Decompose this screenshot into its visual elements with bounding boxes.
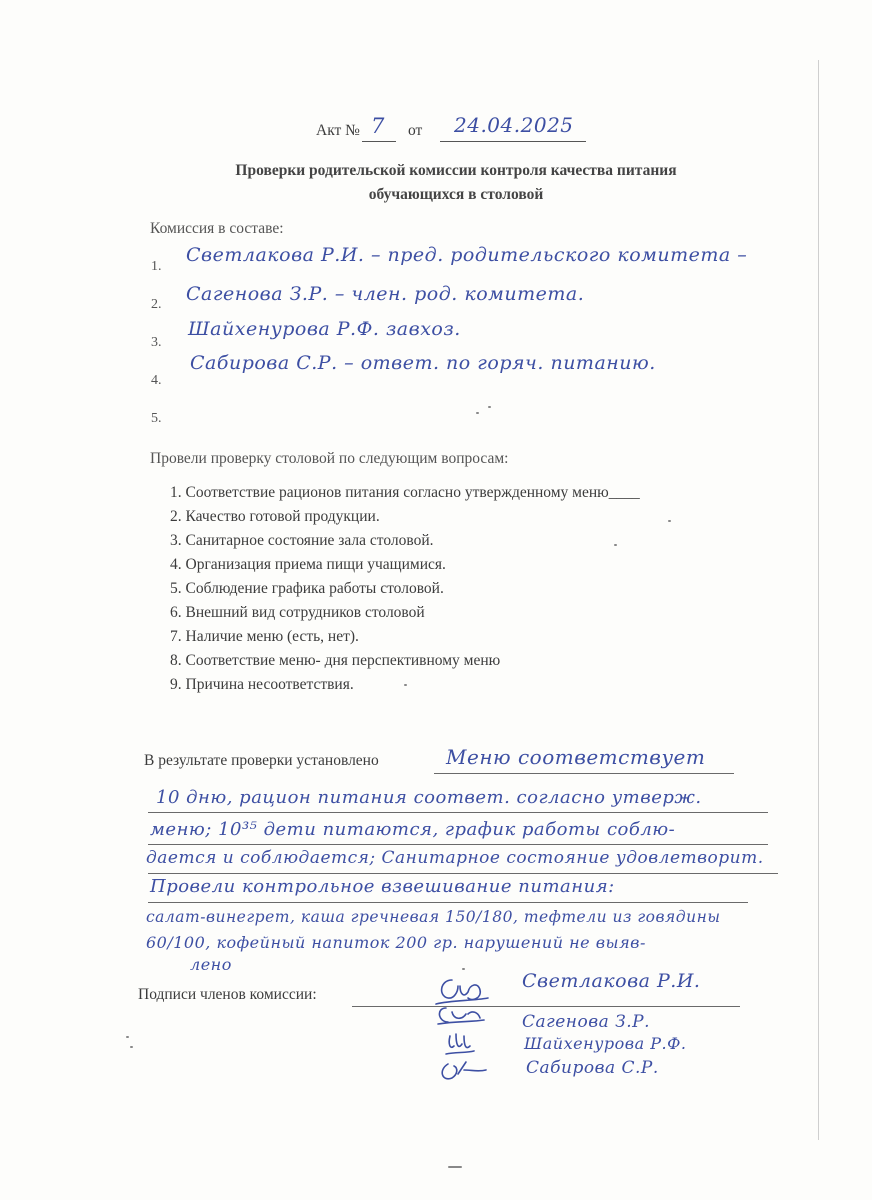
act-date-underline [440, 141, 586, 142]
scan-speck [130, 1046, 133, 1048]
act-number: 7 [371, 114, 385, 138]
member-entry: Сагенова З.Р. – член. род. комитета. [186, 283, 585, 305]
signatures-underline [352, 1006, 740, 1007]
result-line: Меню соответствует [446, 745, 706, 769]
act-date: 24.04.2025 [454, 113, 574, 137]
commission-label: Комиссия в составе: [150, 220, 284, 237]
signature-name: Шайхенурова Р.Ф. [524, 1034, 687, 1053]
scan-speck [668, 520, 671, 522]
member-entry: Сабирова С.Р. – ответ. по горяч. питанию. [190, 352, 656, 374]
check-item: 8. Соответствие меню- дня перспективному меню [170, 652, 501, 669]
result-underline [148, 844, 768, 845]
signature-name: Сабирова С.Р. [526, 1058, 659, 1078]
document-heading-line-1: Проверки родительской комиссии контроля качества питания [235, 162, 677, 179]
scan-speck [126, 1036, 129, 1038]
check-item: 9. Причина несоответствия. [170, 676, 354, 693]
result-underline [148, 873, 778, 874]
check-item: 7. Наличие меню (есть, нет). [170, 628, 359, 645]
signature-name: Сагенова З.Р. [522, 1012, 650, 1032]
check-label: Провели проверку столовой по следующим вопросам: [150, 450, 509, 467]
result-line: Провели контрольное взвешивание питания: [150, 876, 615, 897]
scan-speck [488, 406, 491, 408]
document-heading-line-2: обучающихся в столовой [368, 186, 544, 203]
signature-name: Светлакова Р.И. [522, 970, 701, 992]
result-line: дается и соблюдается; Санитарное состояние удовлетворит. [146, 848, 764, 868]
act-number-underline [362, 141, 396, 142]
result-line: лено [190, 955, 232, 974]
member-entry: Светлакова Р.И. – пред. родительского комитета – [186, 244, 748, 266]
member-entry: Шайхенурова Р.Ф. завхоз. [188, 318, 461, 340]
act-prefix: Акт № [316, 122, 360, 139]
result-line: 60/100, кофейный напиток 200 гр. нарушений не выяв- [146, 933, 646, 952]
result-underline [148, 902, 748, 903]
act-ot-label: от [408, 122, 423, 139]
result-label: В результате проверки установлено [144, 752, 379, 769]
member-number: 2. [151, 297, 162, 312]
signature-marks [432, 974, 492, 1086]
member-number: 5. [151, 411, 162, 426]
scan-speck [448, 1166, 462, 1168]
scan-speck [614, 544, 617, 546]
result-underline [148, 812, 768, 813]
member-number: 1. [151, 259, 162, 274]
scan-speck [476, 412, 479, 414]
check-item: 1. Соответствие рационов питания согласно утвержденному меню____ [170, 484, 640, 501]
check-item: 3. Санитарное состояние зала столовой. [170, 532, 434, 549]
result-line: салат-винегрет, каша гречневая 150/180, тефтели из говядины [146, 908, 721, 926]
check-item: 6. Внешний вид сотрудников столовой [170, 604, 425, 621]
check-item: 5. Соблюдение графика работы столовой. [170, 580, 444, 597]
member-number: 3. [151, 335, 162, 350]
result-underline [434, 773, 734, 774]
signatures-label: Подписи членов комиссии: [138, 986, 317, 1003]
check-item: 2. Качество готовой продукции. [170, 508, 380, 525]
result-line: меню; 10³⁵ дети питаются, график работы соблю- [150, 819, 676, 840]
page-edge-line [818, 60, 819, 1140]
check-item: 4. Организация приема пищи учащимися. [170, 556, 446, 573]
scan-speck [462, 968, 465, 970]
member-number: 4. [151, 373, 162, 388]
result-line: 10 дню, рацион питания соответ. согласно утверж. [156, 787, 702, 808]
scan-speck [404, 684, 407, 686]
